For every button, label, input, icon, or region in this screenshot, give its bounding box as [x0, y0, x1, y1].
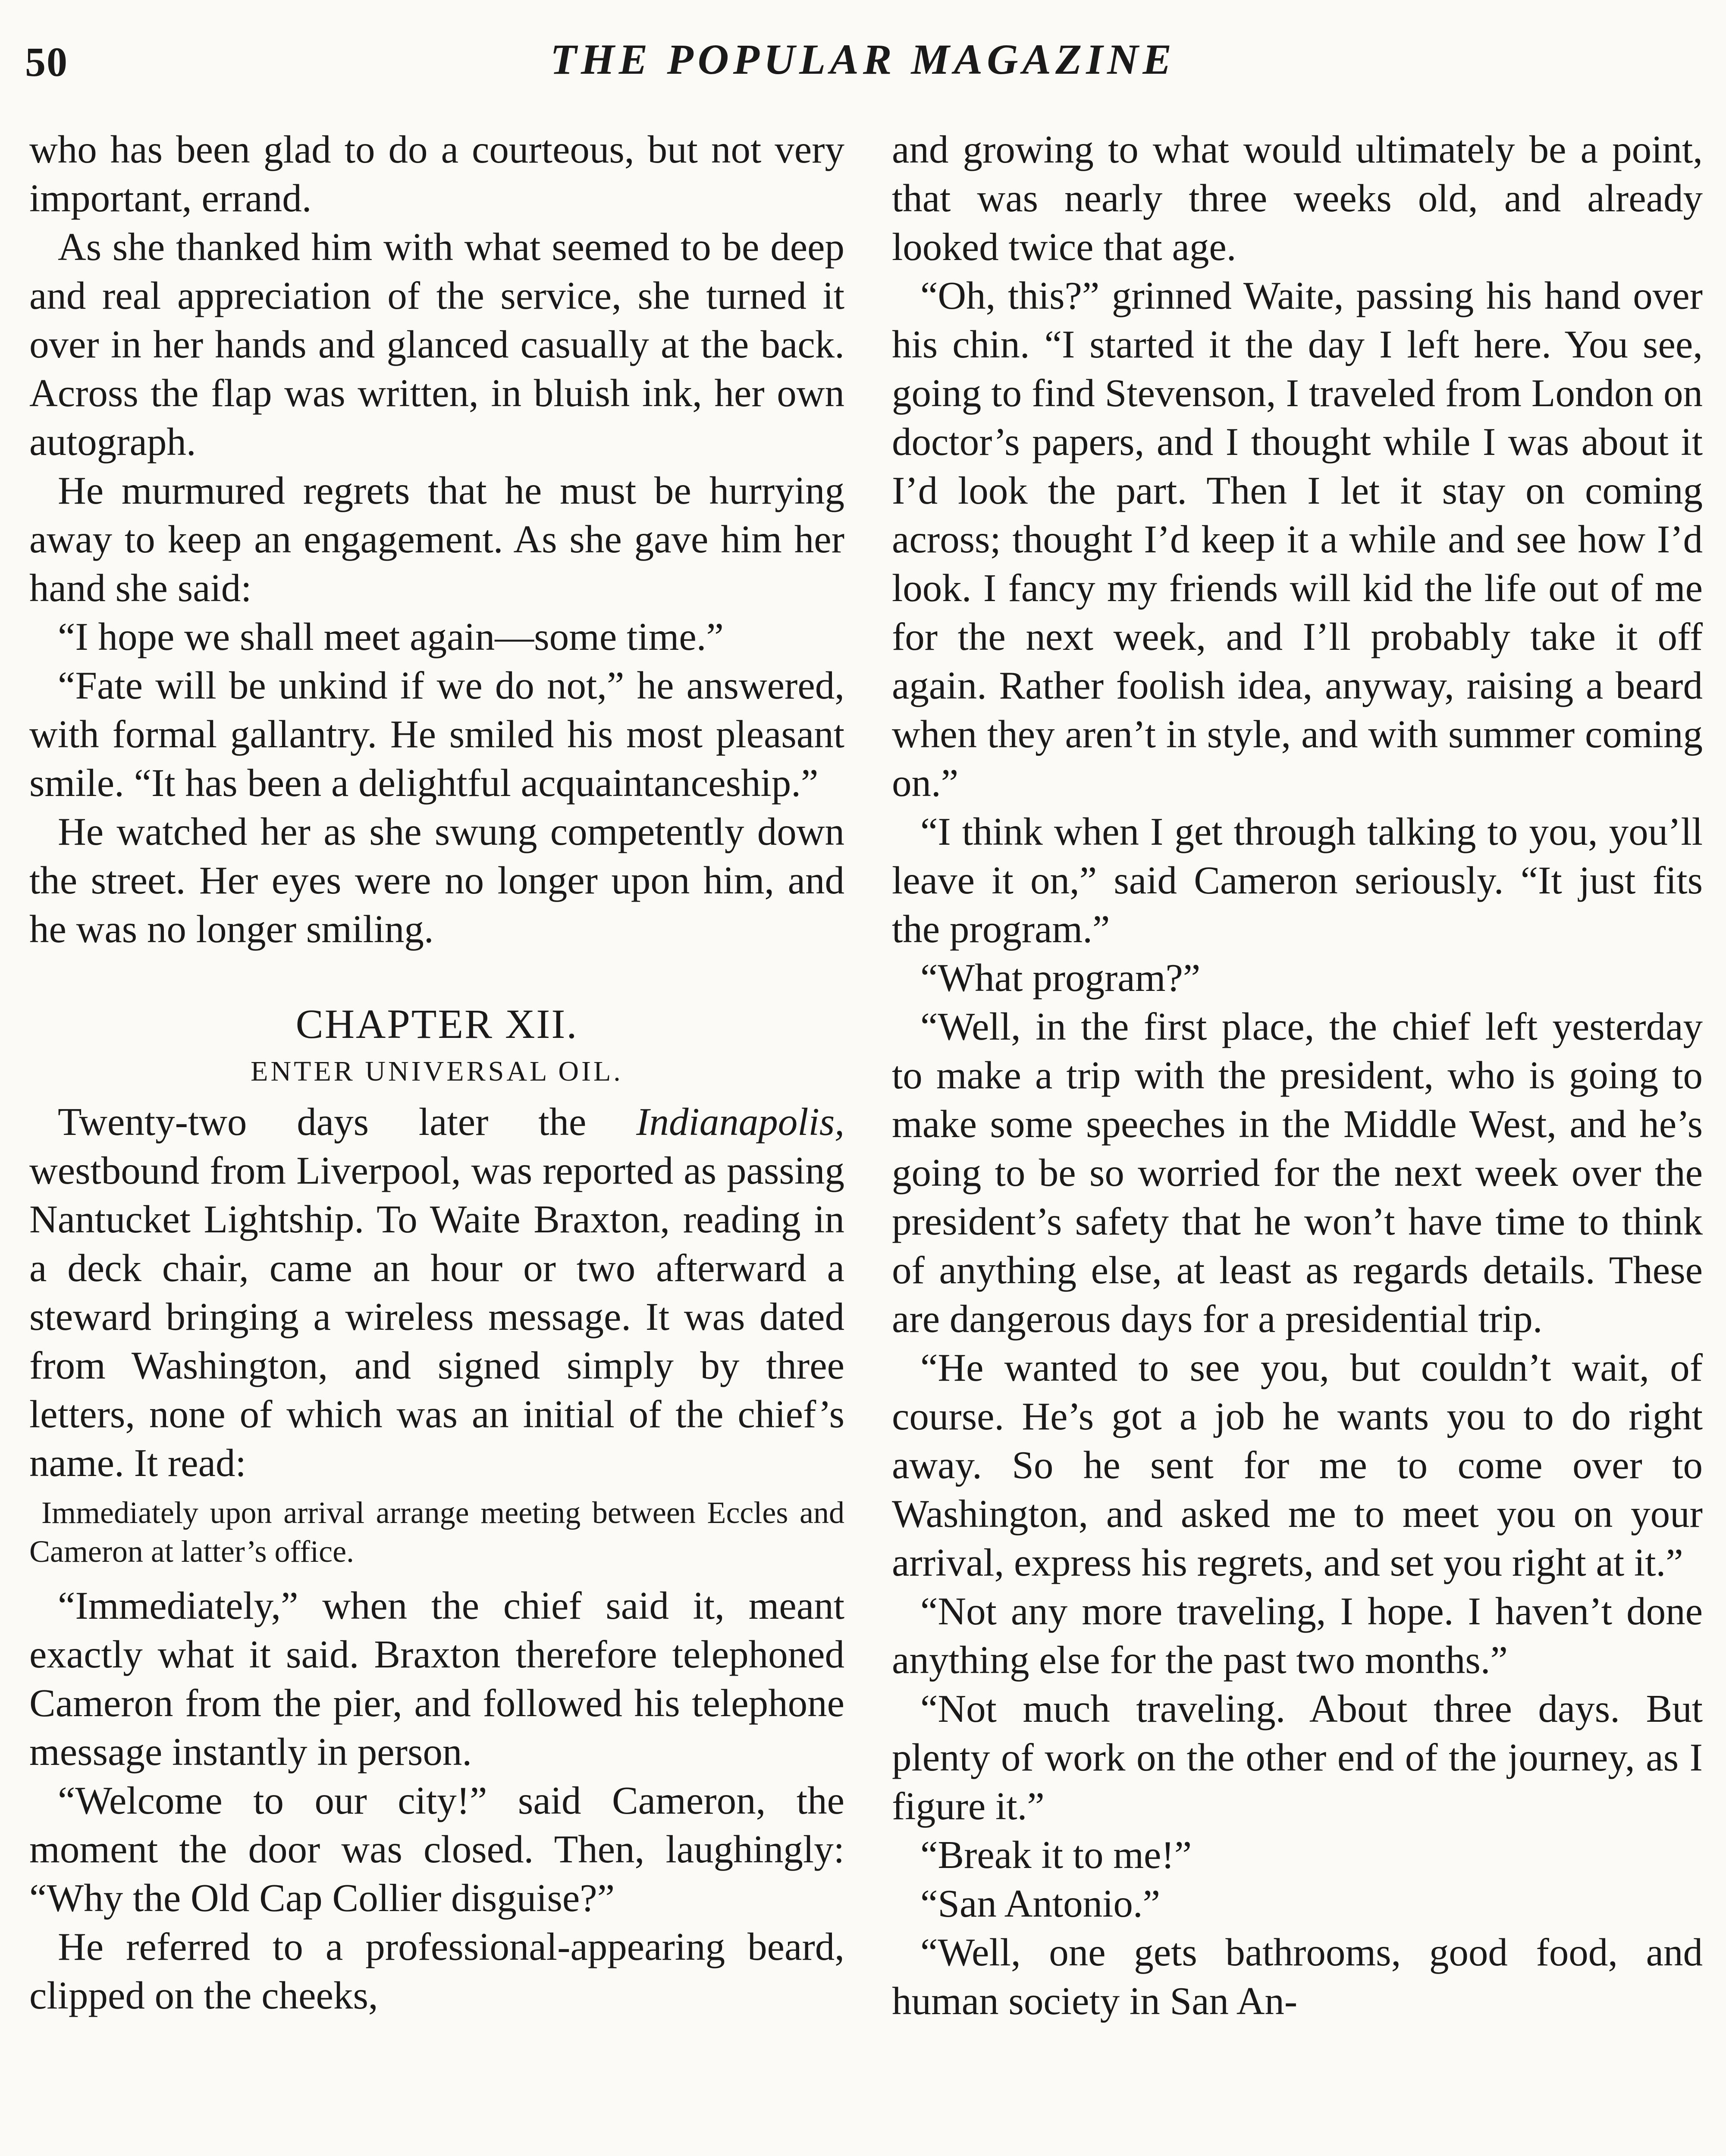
- paragraph: “He wanted to see you, but couldn’t wait, of course. He’s got a job he wants you to do right away. So he sent for me to come over to Washington, and asked me to meet you on your arrival, express his regrets, and set you right at it.”: [892, 1346, 1703, 1584]
- chapter-title: CHAPTER XII.: [295, 1001, 578, 1047]
- paragraph: “Well, one gets bathrooms, good food, and human society in San An-: [892, 1930, 1703, 2023]
- magazine-title: THE POPULAR MAGAZINE: [550, 35, 1176, 83]
- paragraph: “Immediately,” when the chief said it, meant exactly what it said. Braxton therefore telephoned Cameron from the pier, and followed his telephone message instantly in person.: [29, 1584, 844, 1774]
- chapter-subtitle: ENTER UNIVERSAL OIL.: [251, 1056, 623, 1087]
- paragraph: “Not any more traveling, I hope. I haven’t done anything else for the past two months.”: [892, 1589, 1703, 1682]
- paragraph: He murmured regrets that he must be hurrying away to keep an engagement. As she gave him her hand she said:: [29, 469, 844, 610]
- page-header: [0, 0, 1726, 99]
- paragraph: “I hope we shall meet again—some time.”: [58, 615, 724, 658]
- wireless-message: Immediately upon arrival arrange meeting between Eccles and Cameron at latter’s office.: [29, 1495, 844, 1569]
- paragraph: and growing to what would ultimately be a point, that was nearly three weeks old, and already looked twice that age.: [892, 128, 1703, 269]
- ship-name: Indianapolis,: [636, 1100, 844, 1144]
- page-number: 50: [25, 39, 68, 85]
- left-column: [29, 125, 844, 2156]
- paragraph: who has been glad to do a courteous, but not very important, errand.: [29, 128, 844, 220]
- paragraph: “Break it to me!”: [920, 1833, 1192, 1877]
- paragraph: “San Antonio.”: [920, 1882, 1161, 1925]
- paragraph-text: Twenty-two days later the: [58, 1100, 637, 1144]
- paragraph: As she thanked him with what seemed to be deep and real appreciation of the service, she turned it over in her hands and glanced casually at the back. Across the flap was written, in bluish ink, her own autograph.: [29, 225, 844, 464]
- right-column: [892, 125, 1703, 2156]
- paragraph-text: westbound from Liverpool, was reported as passing Nantucket Lightship. To Waite Braxton, reading in a deck chair, came an hour or two afterward a steward bringing a wireless message. It was dated from Washington, and signed simply by three letters, none of which was an initial of the chief’s name. It read:: [29, 1149, 844, 1485]
- paragraph: He referred to a professional-appearing beard, clipped on the cheeks,: [29, 1925, 844, 2017]
- paragraph: “Oh, this?” grinned Waite, passing his hand over his chin. “I started it the day I left here. You see, going to find Stevenson, I traveled from London on doctor’s papers, and I thought while I was about it I’d look the part. Then I let it stay on coming across; thought I’d keep it a while and see how I’d look. I fancy my friends will kid the life out of me for the next week, and I’ll probably take it off again. Rather foolish idea, anyway, raising a beard when they aren’t in style, and with summer coming on.”: [892, 274, 1703, 805]
- paragraph: [29, 1097, 844, 1487]
- paragraph: “Not much traveling. About three days. But plenty of work on the other end of the journey, as I figure it.”: [892, 1687, 1703, 1828]
- paragraph: “Welcome to our city!” said Cameron, the moment the door was closed. Then, laughingly: “Why the Old Cap Collier disguise?”: [29, 1779, 844, 1920]
- paragraph: “Fate will be unkind if we do not,” he answered, with formal gallantry. He smiled his most pleasant smile. “It has been a delightful acquaintanceship.”: [29, 664, 844, 805]
- paragraph: He watched her as she swung competently down the street. Her eyes were no longer upon him, and he was no longer smiling.: [29, 810, 844, 951]
- paragraph: “What program?”: [920, 956, 1201, 1000]
- paragraph: “I think when I get through talking to you, you’ll leave it on,” said Cameron seriously. “It just fits the program.”: [892, 810, 1703, 951]
- paragraph: “Well, in the first place, the chief left yesterday to make a trip with the president, who is going to make some speeches in the Middle West, and he’s going to be so worried for the next week over the president’s safety that he won’t have time to think of anything else, at least as regards details. These are dangerous days for a presidential trip.: [892, 1005, 1703, 1341]
